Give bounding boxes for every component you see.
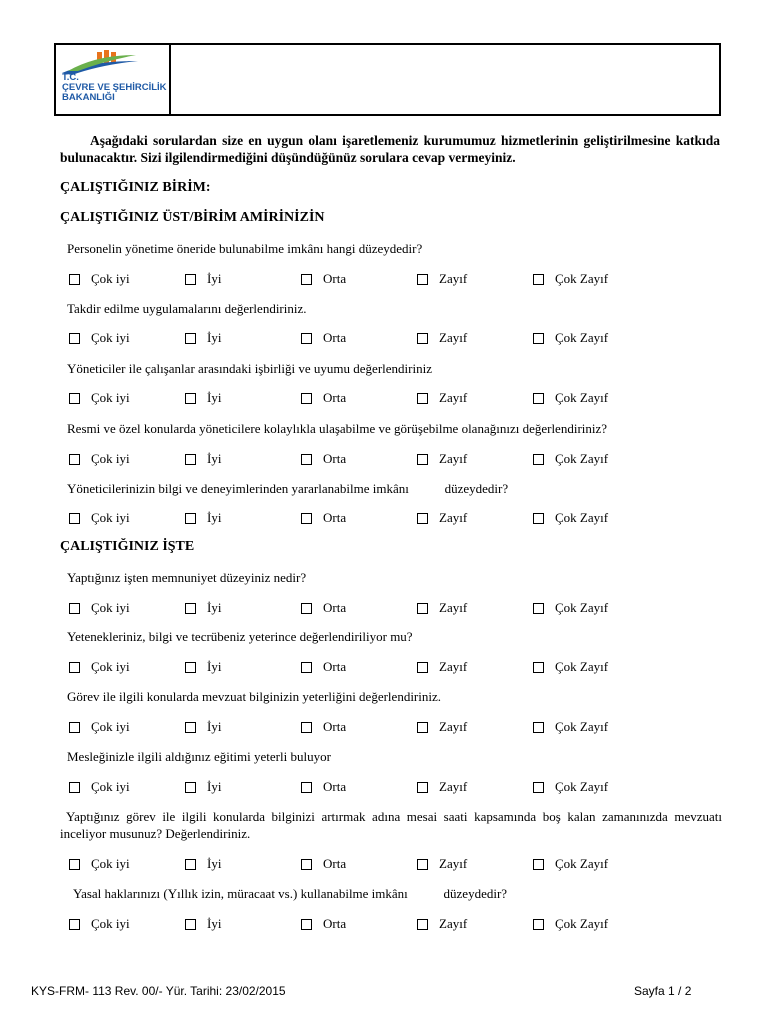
- option-label: Çok iyi: [91, 856, 130, 871]
- checkbox-cok-zayif[interactable]: [533, 919, 544, 930]
- checkbox-iyi[interactable]: [185, 782, 196, 793]
- option-cok-zayif[interactable]: [533, 719, 608, 735]
- option-zayif[interactable]: [417, 916, 467, 932]
- checkbox-cok-iyi[interactable]: [69, 722, 80, 733]
- option-cok-iyi[interactable]: [69, 330, 130, 346]
- option-cok-zayif[interactable]: [533, 271, 608, 287]
- question-8: Görev ile ilgili konularda mevzuat bilginizin yeterliğini değerlendiriniz.: [67, 689, 441, 704]
- option-label: Çok Zayıf: [555, 451, 609, 466]
- option-cok-iyi[interactable]: [69, 916, 130, 932]
- rating-options-10: [0, 856, 768, 874]
- option-cok-iyi[interactable]: [69, 600, 130, 616]
- option-label: İyi: [207, 719, 222, 734]
- checkbox-orta[interactable]: [301, 919, 312, 930]
- rating-options-1: [0, 271, 768, 289]
- option-label: Çok iyi: [91, 451, 130, 466]
- footer-page-number: Sayfa 1 / 2: [634, 984, 692, 998]
- option-label: Çok Zayıf: [555, 659, 609, 674]
- checkbox-cok-zayif[interactable]: [533, 782, 544, 793]
- option-cok-zayif[interactable]: [533, 390, 608, 406]
- option-label: İyi: [207, 600, 222, 615]
- option-label: Çok Zayıf: [555, 510, 609, 525]
- option-label: Orta: [323, 779, 347, 794]
- option-orta[interactable]: [301, 779, 346, 795]
- option-orta[interactable]: [301, 719, 346, 735]
- rating-options-2: [0, 330, 768, 348]
- checkbox-cok-iyi[interactable]: [69, 662, 80, 673]
- option-iyi[interactable]: [185, 271, 221, 287]
- option-label: Çok Zayıf: [555, 779, 609, 794]
- ministry-logo: [56, 45, 171, 114]
- option-cok-zayif[interactable]: [533, 916, 608, 932]
- option-label: Çok iyi: [91, 659, 130, 674]
- checkbox-cok-zayif[interactable]: [533, 454, 544, 465]
- option-label: Orta: [323, 330, 347, 345]
- rating-options-3: [0, 390, 768, 408]
- checkbox-orta[interactable]: [301, 782, 312, 793]
- checkbox-zayif[interactable]: [417, 603, 428, 614]
- checkbox-iyi[interactable]: [185, 859, 196, 870]
- rating-options-5: [0, 510, 768, 528]
- checkbox-cok-zayif[interactable]: [533, 274, 544, 285]
- checkbox-cok-iyi[interactable]: [69, 919, 80, 930]
- checkbox-orta[interactable]: [301, 454, 312, 465]
- option-label: Orta: [323, 719, 347, 734]
- option-label: Orta: [323, 600, 347, 615]
- logo-line-ministry: ÇEVRE VE ŞEHİRCİLİK: [62, 82, 167, 93]
- option-label: İyi: [207, 510, 222, 525]
- checkbox-cok-zayif[interactable]: [533, 603, 544, 614]
- question-4: Resmi ve özel konularda yöneticilere kolaylıkla ulaşabilme ve görüşebilme olanağınızı değerlendiriniz?: [67, 421, 608, 436]
- option-label: Zayıf: [439, 451, 468, 466]
- option-label: Çok iyi: [91, 271, 130, 286]
- question-1: Personelin yönetime öneride bulunabilme imkânı hangi düzeydedir?: [67, 241, 423, 256]
- option-label: Zayıf: [439, 510, 468, 525]
- option-cok-zayif[interactable]: [533, 659, 608, 675]
- checkbox-orta[interactable]: [301, 274, 312, 285]
- option-zayif[interactable]: [417, 659, 467, 675]
- option-label: İyi: [207, 659, 222, 674]
- option-label: Çok Zayıf: [555, 330, 609, 345]
- option-label: Zayıf: [439, 390, 468, 405]
- checkbox-zayif[interactable]: [417, 662, 428, 673]
- option-label: Orta: [323, 659, 347, 674]
- option-zayif[interactable]: [417, 390, 467, 406]
- option-orta[interactable]: [301, 271, 346, 287]
- option-cok-iyi[interactable]: [69, 451, 130, 467]
- checkbox-cok-zayif[interactable]: [533, 333, 544, 344]
- option-label: İyi: [207, 916, 222, 931]
- option-iyi[interactable]: [185, 719, 221, 735]
- checkbox-zayif[interactable]: [417, 782, 428, 793]
- option-orta[interactable]: [301, 451, 346, 467]
- option-cok-zayif[interactable]: [533, 510, 608, 526]
- question-11: Yasal haklarınızı (Yıllık izin, müracaat vs.) kullanabilme imkânı düzeydedir?: [73, 886, 508, 901]
- option-label: İyi: [207, 390, 222, 405]
- checkbox-zayif[interactable]: [417, 859, 428, 870]
- option-label: Orta: [323, 451, 347, 466]
- rating-options-7: [0, 659, 768, 677]
- option-label: Çok Zayıf: [555, 916, 609, 931]
- question-7: Yetenekleriniz, bilgi ve tecrübeniz yeterince değerlendiriliyor mu?: [67, 629, 413, 644]
- option-orta[interactable]: [301, 390, 346, 406]
- checkbox-cok-iyi[interactable]: [69, 603, 80, 614]
- option-zayif[interactable]: [417, 719, 467, 735]
- option-orta[interactable]: [301, 330, 346, 346]
- option-label: Orta: [323, 390, 347, 405]
- option-iyi[interactable]: [185, 916, 221, 932]
- checkbox-orta[interactable]: [301, 393, 312, 404]
- section-manager-heading: ÇALIŞTIĞINIZ ÜST/BİRİM AMİRİNİZİN: [60, 210, 325, 225]
- question-9: Mesleğinizle ilgili aldığınız eğitimi yeterli buluyor: [67, 749, 331, 764]
- option-label: Zayıf: [439, 659, 468, 674]
- logo-line-bakanlik: BAKANLIĞI: [62, 92, 115, 103]
- option-label: Zayıf: [439, 779, 468, 794]
- checkbox-zayif[interactable]: [417, 513, 428, 524]
- option-label: Zayıf: [439, 719, 468, 734]
- rating-options-6: [0, 600, 768, 618]
- checkbox-iyi[interactable]: [185, 333, 196, 344]
- option-label: Orta: [323, 510, 347, 525]
- checkbox-cok-iyi[interactable]: [69, 782, 80, 793]
- question-2: Takdir edilme uygulamalarını değerlendiriniz.: [67, 301, 307, 316]
- option-iyi[interactable]: [185, 451, 221, 467]
- checkbox-cok-iyi[interactable]: [69, 859, 80, 870]
- option-cok-iyi[interactable]: [69, 390, 130, 406]
- option-label: Zayıf: [439, 330, 468, 345]
- option-label: Orta: [323, 916, 347, 931]
- option-zayif[interactable]: [417, 330, 467, 346]
- option-orta[interactable]: [301, 856, 346, 872]
- option-cok-zayif[interactable]: [533, 856, 608, 872]
- rating-options-9: [0, 779, 768, 797]
- option-label: Orta: [323, 271, 347, 286]
- footer-form-code: KYS-FRM- 113 Rev. 00/- Yür. Tarihi: 23/02/2015: [31, 984, 286, 998]
- form-title-cell: [171, 45, 719, 114]
- option-cok-iyi[interactable]: [69, 510, 130, 526]
- option-label: Çok Zayıf: [555, 271, 609, 286]
- question-3: Yöneticiler ile çalışanlar arasındaki işbirliği ve uyumu değerlendiriniz: [67, 361, 432, 376]
- option-iyi[interactable]: [185, 779, 221, 795]
- checkbox-cok-iyi[interactable]: [69, 274, 80, 285]
- rating-options-8: [0, 719, 768, 737]
- checkbox-cok-zayif[interactable]: [533, 662, 544, 673]
- logo-line-tc: T.C.: [62, 72, 79, 83]
- checkbox-iyi[interactable]: [185, 662, 196, 673]
- option-label: Çok iyi: [91, 510, 130, 525]
- option-cok-iyi[interactable]: [69, 659, 130, 675]
- option-zayif[interactable]: [417, 600, 467, 616]
- option-zayif[interactable]: [417, 451, 467, 467]
- option-label: Çok Zayıf: [555, 856, 609, 871]
- intro-paragraph: Aşağıdaki sorulardan size en uygun olanı işaretlemeniz kurumumuz hizmetlerinin geliştirilmesine katkıda bulunacaktır. Sizi ilgilendirmediğini düşündüğünüz sorulara cevap vermeyiniz.: [60, 133, 720, 165]
- option-cok-zayif[interactable]: [533, 779, 608, 795]
- checkbox-cok-iyi[interactable]: [69, 333, 80, 344]
- option-label: İyi: [207, 451, 222, 466]
- option-label: Zayıf: [439, 916, 468, 931]
- checkbox-iyi[interactable]: [185, 274, 196, 285]
- checkbox-cok-iyi[interactable]: [69, 393, 80, 404]
- checkbox-cok-zayif[interactable]: [533, 722, 544, 733]
- option-zayif[interactable]: [417, 779, 467, 795]
- checkbox-cok-zayif[interactable]: [533, 393, 544, 404]
- option-iyi[interactable]: [185, 600, 221, 616]
- option-label: İyi: [207, 330, 222, 345]
- checkbox-cok-iyi[interactable]: [69, 454, 80, 465]
- option-orta[interactable]: [301, 916, 346, 932]
- checkbox-orta[interactable]: [301, 722, 312, 733]
- option-label: Zayıf: [439, 856, 468, 871]
- option-cok-iyi[interactable]: [69, 856, 130, 872]
- checkbox-cok-zayif[interactable]: [533, 859, 544, 870]
- question-10: Yaptığınız görev ile ilgili konularda bilginizi artırmak adına mesai saati kapsamında boş kalan zamanınızda mevzuatı inceliyor musunuz? Değerlendiriniz.: [60, 809, 722, 841]
- checkbox-zayif[interactable]: [417, 333, 428, 344]
- option-label: İyi: [207, 779, 222, 794]
- option-cok-zayif[interactable]: [533, 330, 608, 346]
- option-cok-iyi[interactable]: [69, 779, 130, 795]
- checkbox-orta[interactable]: [301, 603, 312, 614]
- option-iyi[interactable]: [185, 510, 221, 526]
- question-5: Yöneticilerinizin bilgi ve deneyimlerinden yararlanabilme imkânı düzeydedir?: [67, 481, 509, 496]
- checkbox-iyi[interactable]: [185, 454, 196, 465]
- option-label: Çok iyi: [91, 390, 130, 405]
- option-label: Zayıf: [439, 600, 468, 615]
- option-label: Zayıf: [439, 271, 468, 286]
- option-iyi[interactable]: [185, 390, 221, 406]
- option-label: Çok iyi: [91, 719, 130, 734]
- checkbox-zayif[interactable]: [417, 274, 428, 285]
- option-label: Çok iyi: [91, 779, 130, 794]
- checkbox-iyi[interactable]: [185, 603, 196, 614]
- rating-options-4: [0, 451, 768, 469]
- option-label: İyi: [207, 856, 222, 871]
- option-iyi[interactable]: [185, 856, 221, 872]
- option-iyi[interactable]: [185, 659, 221, 675]
- option-cok-iyi[interactable]: [69, 719, 130, 735]
- checkbox-orta[interactable]: [301, 513, 312, 524]
- checkbox-iyi[interactable]: [185, 919, 196, 930]
- option-label: Çok Zayıf: [555, 600, 609, 615]
- option-iyi[interactable]: [185, 330, 221, 346]
- section-work-heading: ÇALIŞTIĞINIZ İŞTE: [60, 539, 195, 554]
- option-orta[interactable]: [301, 600, 346, 616]
- checkbox-zayif[interactable]: [417, 393, 428, 404]
- option-cok-zayif[interactable]: [533, 600, 608, 616]
- option-zayif[interactable]: [417, 510, 467, 526]
- checkbox-zayif[interactable]: [417, 919, 428, 930]
- checkbox-orta[interactable]: [301, 859, 312, 870]
- option-label: Çok Zayıf: [555, 719, 609, 734]
- form-header: [54, 43, 721, 116]
- checkbox-cok-iyi[interactable]: [69, 513, 80, 524]
- checkbox-iyi[interactable]: [185, 513, 196, 524]
- option-cok-zayif[interactable]: [533, 451, 608, 467]
- rating-options-11: [0, 916, 768, 934]
- option-orta[interactable]: [301, 659, 346, 675]
- option-label: Çok Zayıf: [555, 390, 609, 405]
- option-orta[interactable]: [301, 510, 346, 526]
- option-label: Çok iyi: [91, 600, 130, 615]
- option-cok-iyi[interactable]: [69, 271, 130, 287]
- option-label: Orta: [323, 856, 347, 871]
- checkbox-iyi[interactable]: [185, 722, 196, 733]
- option-label: Çok iyi: [91, 330, 130, 345]
- checkbox-orta[interactable]: [301, 662, 312, 673]
- option-zayif[interactable]: [417, 271, 467, 287]
- checkbox-zayif[interactable]: [417, 454, 428, 465]
- section-unit-heading: ÇALIŞTIĞINIZ BİRİM:: [60, 180, 211, 195]
- checkbox-zayif[interactable]: [417, 722, 428, 733]
- checkbox-iyi[interactable]: [185, 393, 196, 404]
- option-label: İyi: [207, 271, 222, 286]
- checkbox-cok-zayif[interactable]: [533, 513, 544, 524]
- option-zayif[interactable]: [417, 856, 467, 872]
- question-6: Yaptığınız işten memnuniyet düzeyiniz nedir?: [67, 570, 307, 585]
- checkbox-orta[interactable]: [301, 333, 312, 344]
- option-label: Çok iyi: [91, 916, 130, 931]
